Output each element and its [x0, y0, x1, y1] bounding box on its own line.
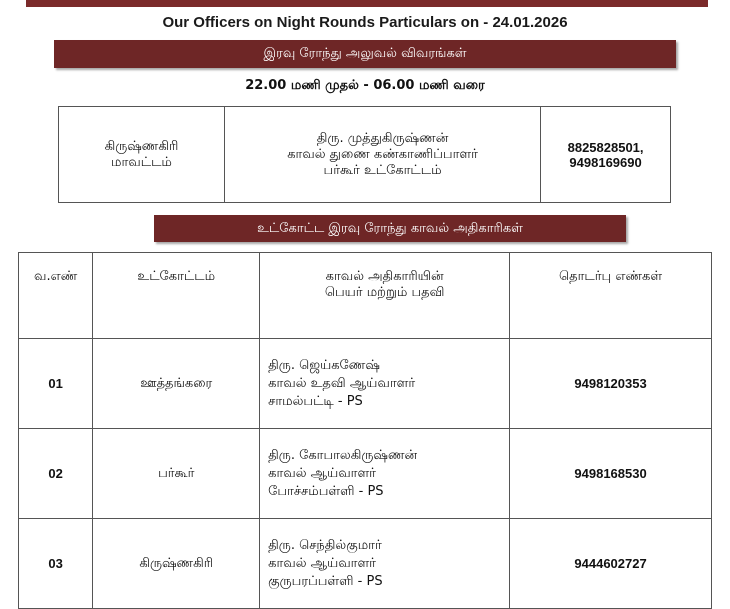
time-range: 22.00 மணி முதல் - 06.00 மணி வரை	[245, 78, 485, 93]
row-officer-rank: காவல் ஆய்வாளர்	[268, 555, 376, 571]
district-officer-unit: பர்கூர் உட்கோட்டம்	[323, 162, 442, 178]
night-rounds-banner: இரவு ரோந்து அலுவல் விவரங்கள்	[54, 40, 676, 68]
district-phone-cell	[541, 107, 671, 203]
row-subdivision: ஊத்தங்கரை	[93, 339, 260, 429]
header-officer	[260, 253, 510, 339]
district-phone-1: 8825828501,	[567, 139, 644, 155]
row-officer-rank: காவல் ஆய்வாளர்	[268, 465, 376, 481]
top-decorative-bar	[26, 0, 708, 7]
subdivision-officers-table	[18, 252, 712, 609]
row-officer-rank: காவல் உதவி ஆய்வாளர்	[268, 375, 416, 391]
district-name-line2: மாவட்டம்	[111, 154, 172, 170]
header-sl: வ.எண்	[19, 253, 93, 339]
row-sl: 02	[19, 429, 93, 519]
table-row	[19, 429, 712, 519]
row-officer-station: போச்சம்பள்ளி - PS	[268, 483, 384, 499]
row-officer-name: திரு. கோபாலகிருஷ்ணன்	[268, 447, 418, 463]
row-officer-station: குருபரப்பள்ளி - PS	[268, 573, 383, 589]
row-officer-name: திரு. ஜெய்கணேஷ்	[268, 357, 380, 373]
header-subdivision: உட்கோட்டம்	[93, 253, 260, 339]
header-officer-line2: பெயர் மற்றும் பதவி	[324, 285, 445, 300]
district-officer-rank: காவல் துணை கண்காணிப்பாளர்	[287, 146, 478, 162]
subdivision-banner: உட்கோட்ட இரவு ரோந்து காவல் அதிகாரிகள்	[154, 215, 626, 242]
table-row	[19, 519, 712, 609]
district-name-line1: கிருஷ்ணகிரி	[104, 138, 179, 154]
row-phone: 9498120353	[510, 339, 712, 429]
row-phone: 9444602727	[510, 519, 712, 609]
district-officer-table	[58, 106, 671, 203]
district-officer-name: திரு. முத்துகிருஷ்ணன்	[316, 130, 449, 146]
row-officer	[260, 339, 510, 429]
header-contact: தொடர்பு எண்கள்	[510, 253, 712, 339]
district-phone-2: 9498169690	[569, 154, 642, 170]
row-officer-name: திரு. செந்தில்குமார்	[268, 537, 382, 553]
table-header-row	[19, 253, 712, 339]
row-phone: 9498168530	[510, 429, 712, 519]
table-row	[19, 339, 712, 429]
header-officer-line1: காவல் அதிகாரியின்	[325, 269, 444, 284]
row-subdivision: பர்கூர்	[93, 429, 260, 519]
row-officer	[260, 429, 510, 519]
row-subdivision: கிருஷ்ணகிரி	[93, 519, 260, 609]
row-sl: 03	[19, 519, 93, 609]
row-officer-station: சாமல்பட்டி - PS	[268, 393, 363, 409]
page-title: Our Officers on Night Rounds Particulars on - 24.01.2026	[162, 14, 568, 31]
row-officer	[260, 519, 510, 609]
district-name-cell	[59, 107, 225, 203]
district-row	[59, 107, 671, 203]
district-officer-cell	[224, 107, 540, 203]
row-sl: 01	[19, 339, 93, 429]
